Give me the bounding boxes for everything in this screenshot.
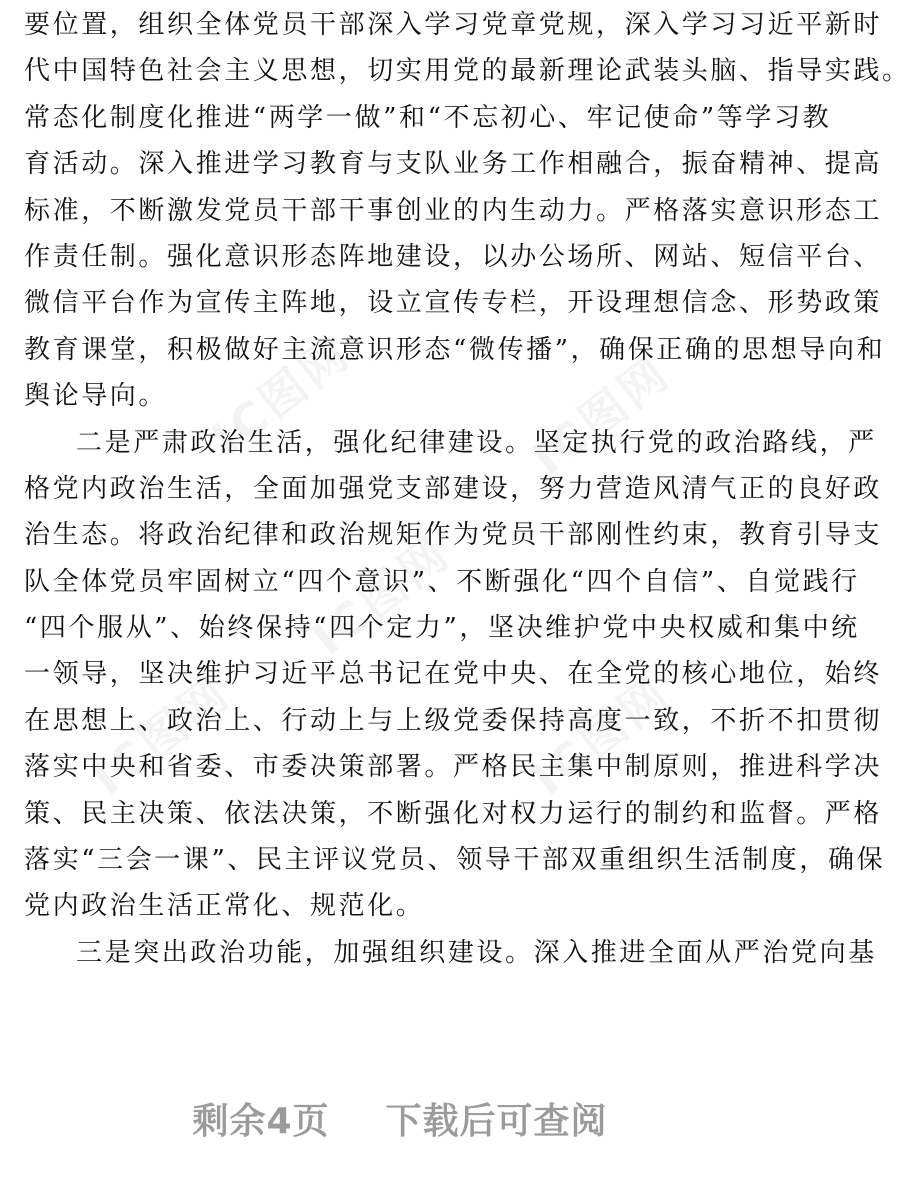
text-line: 在思想上、政治上、行动上与上级党委保持高度一致，不折不扣贯彻 [24, 705, 883, 736]
text-line: 育活动。深入推进学习教育与支队业务工作相融合，振奋精神、提高 [24, 149, 883, 180]
watermark: IC图网 [82, 665, 241, 806]
text-line: “四个服从”、始终保持“四个定力”，坚决维护党中央权威和集中统 [24, 613, 860, 644]
text-line: 治生态。将政治纪律和政治规矩作为党员干部刚性约束，教育引导支 [24, 520, 883, 551]
text-line: 党内政治生活正常化、规范化。 [24, 891, 425, 922]
remaining-pages-label: 剩余4页 [192, 1101, 330, 1142]
paragraph-start-line: 三是突出政治功能，加强组织建设。深入推进全面从严治党向基 [76, 937, 877, 968]
text-line: 落实中央和省委、市委决策部署。严格民主集中制原则，推进科学决 [24, 752, 883, 783]
document-body [24, 2, 911, 976]
paragraph-start-line: 二是严肃政治生活，强化纪律建设。坚定执行党的政治路线，严 [76, 427, 877, 458]
text-line: 舆论导向。 [24, 381, 168, 412]
watermark: IC图网 [522, 665, 681, 806]
text-line: 策、民主决策、依法决策，不断强化对权力运行的制约和监督。严格 [24, 798, 883, 829]
text-line: 代中国特色社会主义思想，切实用党的最新理论武装头脑、指导实践。 [24, 56, 911, 87]
download-to-view-label[interactable]: 下载后可查阅 [385, 1101, 608, 1142]
text-line: 常态化制度化推进“两学一做”和“不忘初心、牢记使命”等学习教 [24, 102, 832, 133]
text-line: 标准，不断激发党员干部干事创业的内生动力。严格落实意识形态工 [24, 195, 883, 226]
text-line: 教育课堂，积极做好主流意识形态“微传播”，确保正确的思想导向和 [24, 334, 886, 365]
text-line: 一领导，坚决维护习近平总书记在党中央、在全党的核心地位，始终 [24, 659, 883, 690]
text-line: 落实“三会一课”、民主评议党员、领导干部双重组织生活制度，确保 [24, 845, 886, 876]
text-line: 格党内政治生活，全面加强党支部建设，努力营造风清气正的良好政 [24, 473, 883, 504]
text-line: 要位置，组织全体党员干部深入学习党章党规，深入学习习近平新时 [24, 10, 883, 40]
download-banner[interactable] [0, 1093, 800, 1144]
text-line: 队全体党员牢固树立“四个意识”、不断强化“四个自信”、自觉践行 [24, 566, 860, 597]
text-line: 作责任制。强化意识形态阵地建设，以办公场所、网站、短信平台、 [24, 241, 883, 272]
watermark: IC图网 [302, 525, 461, 666]
text-line: 微信平台作为宣传主阵地，设立宣传专栏，开设理想信念、形势政策 [24, 288, 883, 319]
watermark: IC图网 [202, 325, 361, 466]
watermark: IC图网 [522, 345, 681, 486]
